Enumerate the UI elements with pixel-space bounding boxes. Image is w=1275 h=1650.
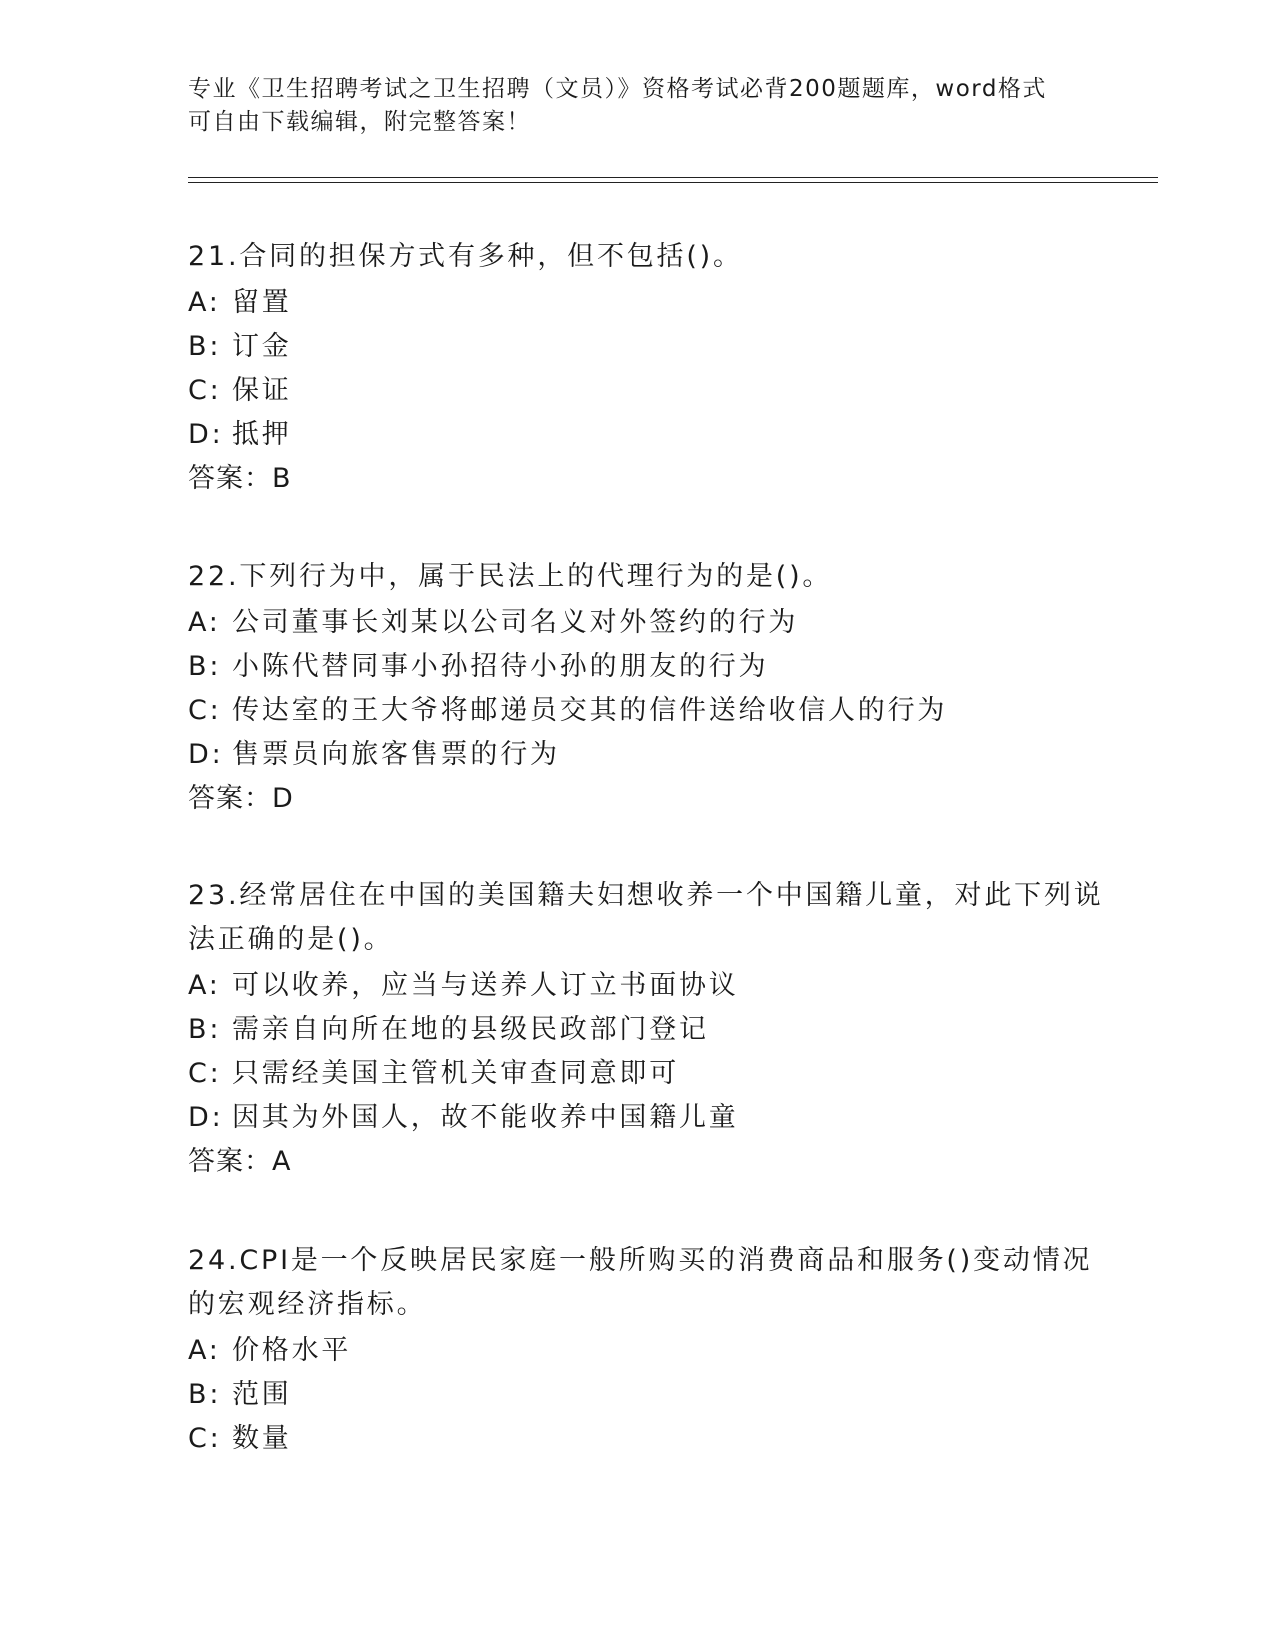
header-title-line-2: 可自由下载编辑，附完整答案！ xyxy=(188,109,531,135)
option-d xyxy=(188,413,1088,457)
option-text: 售票员向旅客售票的行为 xyxy=(232,739,560,770)
header-divider-bottom xyxy=(188,182,1158,183)
header-title-line-1: 专业《卫生招聘考试之卫生招聘（文员）》资格考试必背200题题库，word格式 xyxy=(188,76,1047,102)
option-text: 传达室的王大爷将邮递员交其的信件送给收信人的行为 xyxy=(232,695,948,726)
option-letter: C: xyxy=(188,1058,222,1089)
option-letter: A: xyxy=(188,1335,221,1366)
question-23 xyxy=(188,874,1104,1184)
option-letter: D: xyxy=(188,419,224,450)
question-stem xyxy=(188,235,1088,279)
question-stem xyxy=(188,555,1088,599)
option-text: 可以收养，应当与送养人订立书面协议 xyxy=(232,970,739,1001)
answer-text: 答案：A xyxy=(188,1146,292,1177)
option-text: 公司董事长刘某以公司名义对外签约的行为 xyxy=(232,607,799,638)
option-b xyxy=(188,325,1088,369)
option-letter: D: xyxy=(188,1102,224,1133)
option-text: 需亲自向所在地的县级民政部门登记 xyxy=(232,1014,709,1045)
option-a xyxy=(188,1329,1088,1373)
option-c xyxy=(188,1052,1088,1096)
option-text: 范围 xyxy=(232,1379,292,1410)
option-b xyxy=(188,645,1088,689)
document-header xyxy=(188,73,1068,139)
option-letter: B: xyxy=(188,651,222,682)
question-stem xyxy=(188,874,1104,962)
option-d xyxy=(188,1096,1088,1140)
option-text: 留置 xyxy=(232,287,292,318)
question-stem-line: 的宏观经济指标。 xyxy=(188,1289,427,1320)
option-letter: A: xyxy=(188,287,221,318)
question-stem-line: 23.经常居住在中国的美国籍夫妇想收养一个中国籍儿童，对此下列说 xyxy=(188,880,1104,911)
option-letter: D: xyxy=(188,739,224,770)
answer-text: 答案：B xyxy=(188,463,292,494)
option-text: 数量 xyxy=(232,1423,292,1454)
question-stem-line: 22.下列行为中，属于民法上的代理行为的是()。 xyxy=(188,561,833,592)
question-24 xyxy=(188,1239,1093,1461)
option-b xyxy=(188,1008,1088,1052)
option-letter: A: xyxy=(188,607,221,638)
option-c xyxy=(188,689,1088,733)
question-stem-line: 法正确的是()。 xyxy=(188,924,394,955)
question-stem-line: 24.CPI是一个反映居民家庭一般所购买的消费商品和服务()变动情况 xyxy=(188,1245,1093,1276)
option-d xyxy=(188,733,1088,777)
question-stem-line: 21.合同的担保方式有多种，但不包括()。 xyxy=(188,241,743,272)
option-b xyxy=(188,1373,1088,1417)
header-divider-top xyxy=(188,177,1158,178)
option-c xyxy=(188,1417,1088,1461)
option-text: 抵押 xyxy=(232,419,292,450)
option-text: 只需经美国主管机关审查同意即可 xyxy=(232,1058,679,1089)
option-letter: B: xyxy=(188,331,222,362)
question-22 xyxy=(188,555,1088,821)
question-stem xyxy=(188,1239,1093,1327)
question-21 xyxy=(188,235,1088,501)
option-letter: C: xyxy=(188,695,222,726)
option-text: 因其为外国人，故不能收养中国籍儿童 xyxy=(232,1102,739,1133)
option-letter: B: xyxy=(188,1379,222,1410)
option-text: 价格水平 xyxy=(232,1335,352,1366)
option-letter: C: xyxy=(188,1423,222,1454)
answer-text: 答案：D xyxy=(188,783,294,814)
option-text: 订金 xyxy=(232,331,292,362)
option-letter: C: xyxy=(188,375,222,406)
option-a xyxy=(188,601,1088,645)
option-letter: B: xyxy=(188,1014,222,1045)
option-text: 小陈代替同事小孙招待小孙的朋友的行为 xyxy=(232,651,769,682)
option-c xyxy=(188,369,1088,413)
option-a xyxy=(188,281,1088,325)
option-letter: A: xyxy=(188,970,221,1001)
option-a xyxy=(188,964,1088,1008)
option-text: 保证 xyxy=(232,375,292,406)
